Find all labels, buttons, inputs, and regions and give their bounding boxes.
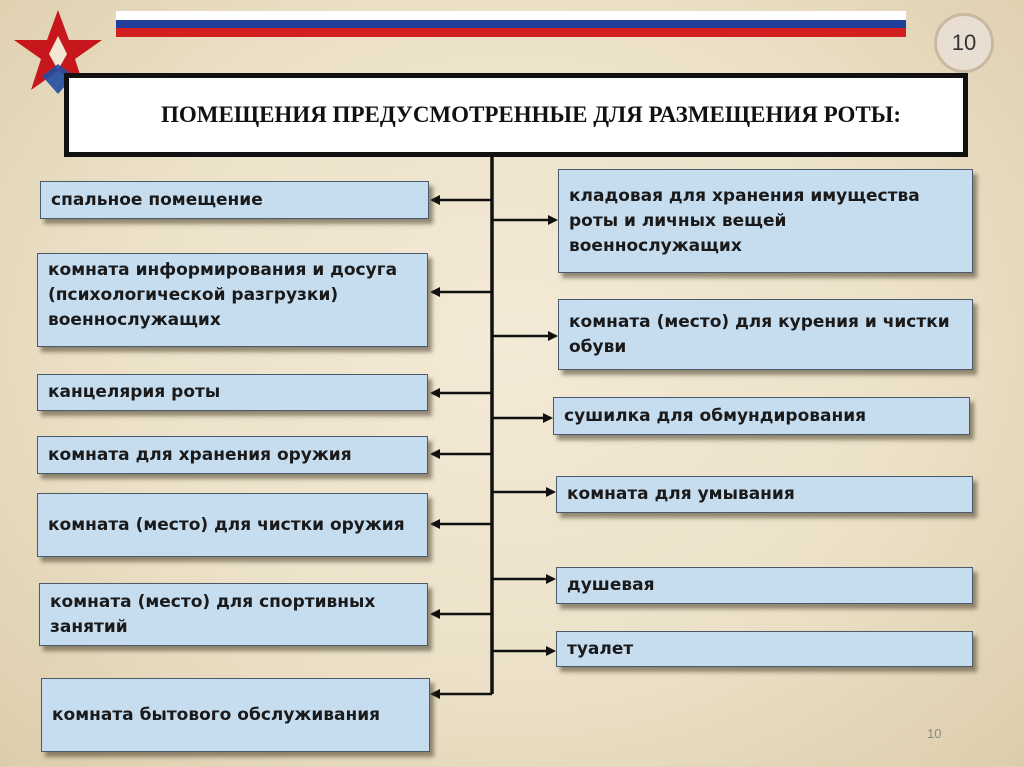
room-box: комната (место) для чистки оружия [37, 493, 428, 557]
room-box: комната (место) для курения и чистки обуви [558, 299, 973, 370]
room-box: спальное помещение [40, 181, 429, 219]
room-box: душевая [556, 567, 973, 604]
room-box: комната бытового обслуживания [41, 678, 430, 752]
room-box: кладовая для хранения имущества роты и личных вещей военнослужащих [558, 169, 973, 273]
room-box: комната (место) для спортивных занятий [39, 583, 428, 646]
room-box: сушилка для обмундирования [553, 397, 970, 435]
room-box: канцелярия роты [37, 374, 428, 411]
room-box: комната для хранения оружия [37, 436, 428, 474]
page-number-badge: 10 [934, 13, 994, 73]
room-box: комната для умывания [556, 476, 973, 513]
room-box: туалет [556, 631, 973, 667]
slide-number: 10 [927, 726, 942, 741]
page-title: ПОМЕЩЕНИЯ ПРЕДУСМОТРЕННЫЕ ДЛЯ РАЗМЕЩЕНИЯ РОТЫ: [160, 102, 901, 127]
room-box: комната информирования и досуга (психологической разгрузки) военнослужащих [37, 253, 428, 347]
